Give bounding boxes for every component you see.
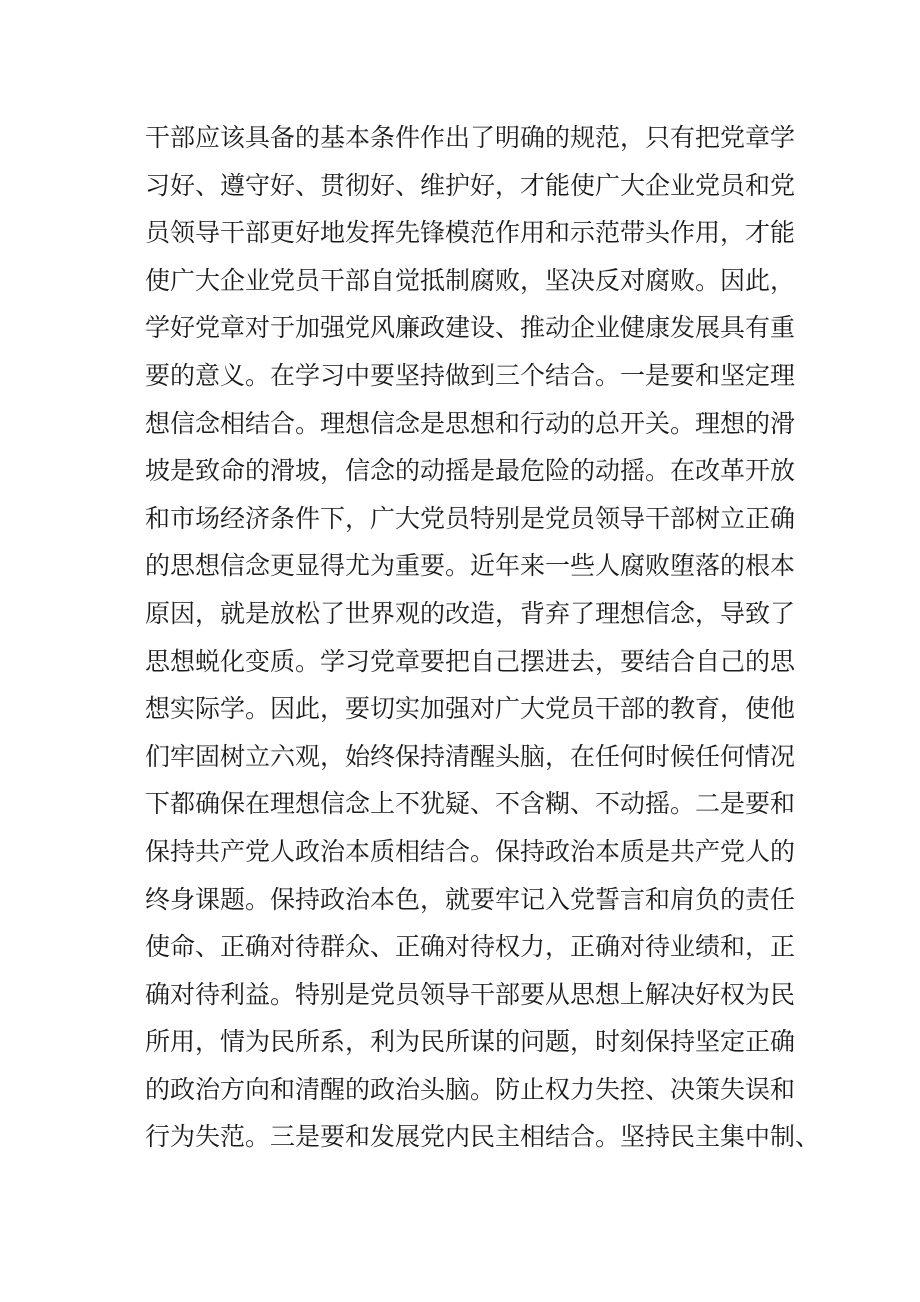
text-line: 想实际学。因此，要切实加强对广大党员干部的教育，使他 — [145, 694, 796, 724]
text-line: 们牢固树立六观，始终保持清醒头脑，在任何时候任何情况 — [145, 741, 796, 771]
text-line: 坡是致命的滑坡，信念的动摇是最危险的动摇。在改革开放 — [145, 456, 796, 486]
text-line: 使命、正确对待群众、正确对待权力，正确对待业绩和，正 — [145, 932, 796, 962]
text-line: 思想蜕化变质。学习党章要把自己摆进去，要结合自己的思 — [145, 646, 796, 676]
text-line: 的政治方向和清醒的政治头脑。防止权力失控、决策失误和 — [145, 1074, 796, 1104]
text-line: 原因，就是放松了世界观的改造，背弃了理想信念，导致了 — [145, 598, 796, 628]
text-line: 行为失范。三是要和发展党内民主相结合。坚持民主集中制、 — [145, 1122, 821, 1152]
text-line: 所用，情为民所系，利为民所谋的问题，时刻保持坚定正确 — [145, 1027, 796, 1057]
text-line: 和市场经济条件下，广大党员特别是党员领导干部树立正确 — [145, 503, 796, 533]
text-line: 保持共产党人政治本质相结合。保持政治本质是共产党人的 — [145, 836, 796, 866]
text-line: 习好、遵守好、贯彻好、维护好，才能使广大企业党员和党 — [145, 170, 796, 200]
text-line: 学好党章对于加强党风廉政建设、推动企业健康发展具有重 — [145, 313, 796, 343]
text-line: 使广大企业党员干部自觉抵制腐败，坚决反对腐败。因此， — [145, 265, 796, 295]
text-line: 想信念相结合。理想信念是思想和行动的总开关。理想的滑 — [145, 408, 796, 438]
text-line: 的思想信念更显得尤为重要。近年来一些人腐败堕落的根本 — [145, 551, 796, 581]
body-paragraph — [145, 114, 821, 1161]
text-line: 要的意义。在学习中要坚持做到三个结合。一是要和坚定理 — [145, 360, 796, 390]
text-line: 确对待利益。特别是党员领导干部要从思想上解决好权为民 — [145, 979, 796, 1009]
text-line: 下都确保在理想信念上不犹疑、不含糊、不动摇。二是要和 — [145, 789, 796, 819]
text-line: 干部应该具备的基本条件作出了明确的规范，只有把党章学 — [145, 123, 796, 152]
text-line: 员领导干部更好地发挥先锋模范作用和示范带头作用，才能 — [145, 218, 796, 248]
text-line: 终身课题。保持政治本色，就要牢记入党誓言和肩负的责任 — [145, 884, 796, 914]
